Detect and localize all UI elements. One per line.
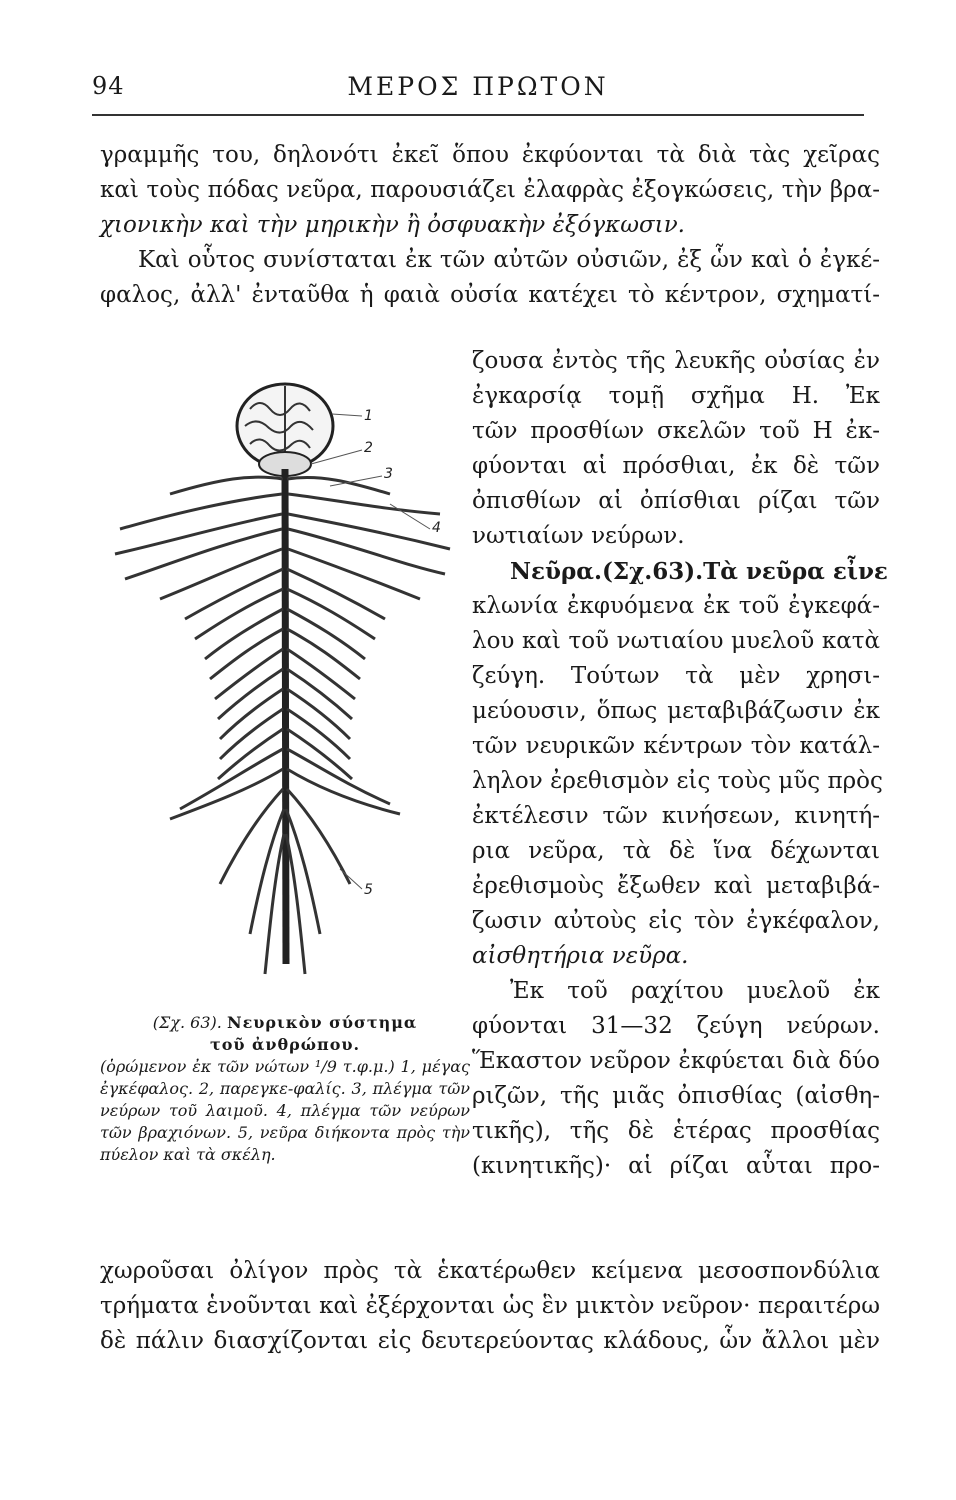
text-line: τῶν νευρικῶν κέντρων τὸν κατάλ- [472,733,880,759]
text-line: γραμμῆς του, δηλονότι ἐκεῖ ὅπου ἐκφύονται τὰ διὰ τὰς χεῖρας [100,142,880,168]
text-line: ἐκτέλεσιν τῶν κινήσεων, κινητή- [472,803,880,829]
caption-ref: (Σχ. 63). [152,1013,222,1032]
text-line: ζωσιν αὐτοὺς εἰς τὸν ἐγκέφαλον, [472,908,880,934]
text-line: Καὶ οὗτος συνίσταται ἐκ τῶν αὐτῶν οὐσιῶν, ἐξ ὧν καὶ ὁ ἐγκέ- [138,247,880,273]
section-heading-line: Νεῦρα.(Σχ.63).Τὰ νεῦρα εἶνε [510,558,888,585]
figure-label-2: 2 [364,440,373,456]
text-line: λου καὶ τοῦ νωτιαίου μυελοῦ κατὰ [472,628,880,654]
text-line: τικῆς), τῆς δὲ ἑτέρας προσθίας [472,1118,880,1144]
text-line: Ἐκ τοῦ ραχίτου μυελοῦ ἐκ [510,978,880,1004]
text-line: φύονται αἱ πρόσθιαι, ἐκ δὲ τῶν [472,453,880,479]
text-line: ζεύγη. Τούτων τὰ μὲν χρησι- [472,663,880,689]
caption-title-line2: τοῦ ἀνθρώπου. [209,1035,361,1054]
text-line: ζουσα ἐντὸς τῆς λευκῆς οὐσίας ἐν [472,348,880,374]
text-line: καὶ τοὺς πόδας νεῦρα, παρουσιάζει ἐλαφρὰς ἐξογκώσεις, τὴν βρα- [100,177,880,203]
column-paragraph [472,344,888,1184]
text-line: ἐρεθισμοὺς ἔξωθεν καὶ μεταβιβά- [472,873,880,899]
text-line: τῶν προσθίων σκελῶν τοῦ Η ἐκ- [472,418,880,444]
text-line: χιονικὴν καὶ τὴν μηρικὴν ἢ ὀσφυακὴν ἐξόγκωσιν. [100,212,685,238]
caption-title-line1: Νευρικὸν σύστημα [226,1013,418,1032]
bottom-paragraph [100,1254,880,1359]
text-line: φύονται 31—32 ζεύγη νεύρων. [472,1013,880,1039]
text-line: ριζῶν, τῆς μιᾶς ὀπισθίας (αἰσθη- [472,1083,880,1109]
figure-label-5: 5 [364,882,373,898]
text-line: δὲ πάλιν διασχίζονται εἰς δευτερεύοντας κλάδους, ὧν ἄλλοι μὲν [100,1328,880,1354]
text-line: Ἕκαστον νεῦρον ἐκφύεται διὰ δύο [472,1048,880,1074]
figure-label-1: 1 [364,408,373,424]
caption-title-line2-wrap [100,1034,470,1056]
text-line: νωτιαίων νεύρων. [472,523,685,549]
text-line: αἰσθητήρια νεῦρα. [472,943,689,969]
text-line: κλωνία ἐκφυόμενα ἐκ τοῦ ἐγκεφά- [472,593,880,619]
nervous-system-illustration [100,364,470,1004]
figure-nervous-system [100,364,470,1004]
running-head: ΜΕΡΟΣ ΠΡΩΤΟΝ [347,72,609,101]
caption-body: (ὁρώμενον ἐκ τῶν νώτων ¹/9 τ.φ.μ.) 1, μέγας ἐγκέφαλος. 2, παρεγκε-φαλίς. 3, πλέγμα τῶν νεύρων τοῦ λαιμοῦ. 4, πλέγμα τῶν νεύρων τῶν βραχιόνων. 5, νεῦρα διήκοντα πρὸς τὴν πύελον καὶ τὰ σκέλη. [100,1057,470,1164]
page-number: 94 [92,72,125,100]
text-line: ρια νεῦρα, τὰ δὲ ἵνα δέχωνται [472,838,880,864]
text-line: φαλος, ἀλλ' ἐνταῦθα ἡ φαιὰ οὐσία κατέχει τὸ κέντρον, σχηματί- [100,282,880,308]
figure-label-3: 3 [384,466,393,482]
header-rule [92,114,864,116]
spinal-cord [285,469,286,964]
text-line: ὀπισθίων αἱ ὀπίσθιαι ρίζαι τῶν [472,488,880,514]
text-line: χωροῦσαι ὀλίγον πρὸς τὰ ἑκατέρωθεν κείμενα μεσοσπονδύλια [100,1258,880,1284]
text-line: ληλον ἐρεθισμὸν εἰς τοὺς μῦς πρὸς [472,768,883,794]
figure-caption [100,1012,470,1166]
caption-title [100,1012,470,1034]
figure-label-4: 4 [432,520,441,536]
text-line: τρήματα ἑνοῦνται καὶ ἐξέρχονται ὡς ἓν μικτὸν νεῦρον· περαιτέρω [100,1293,880,1319]
top-paragraph [100,138,880,313]
text-line: μεύουσιν, ὅπως μεταβιβάζωσιν ἐκ [472,698,880,724]
text-line: (κινητικῆς)· αἱ ρίζαι αὗται προ- [472,1153,880,1179]
text-line: ἐγκαρσίᾳ τομῇ σχῆμα Η. Ἐκ [472,383,880,409]
